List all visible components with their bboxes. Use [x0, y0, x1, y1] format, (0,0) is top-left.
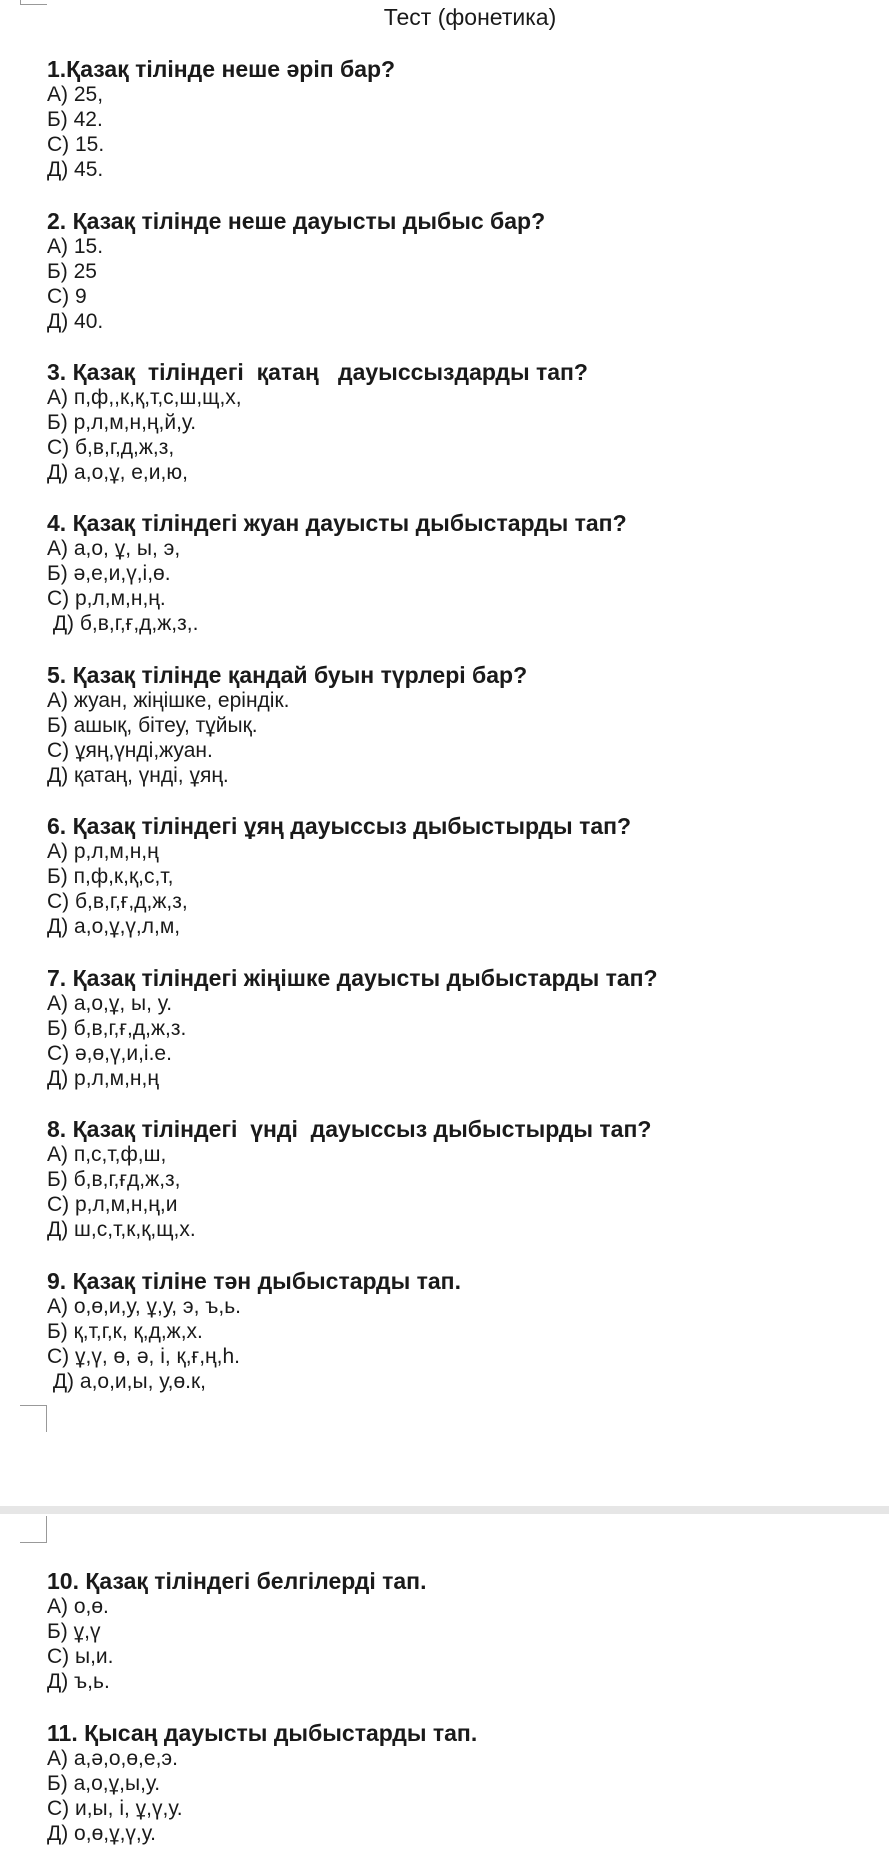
- answer-option-b: Б) а,о,ұ,ы,у.: [47, 1772, 161, 1795]
- question-text: 6. Қазақ тіліндегі ұяң дауыссыз дыбыстырды тап?: [47, 813, 632, 839]
- question-text: 11. Қысаң дауысты дыбыстарды тап.: [47, 1720, 478, 1746]
- answer-option-d: Д) а,о,ұ,ү,л,м,: [47, 915, 181, 938]
- answer-option-c: С) 9: [47, 285, 87, 308]
- answer-option-d: Д) ъ,ь.: [47, 1670, 110, 1693]
- answer-option-c: С) ы,и.: [47, 1645, 114, 1668]
- answer-option-a: А) о,ө,и,у, ұ,у, э, ъ,ь.: [47, 1295, 242, 1318]
- answer-option-d: Д) 40.: [47, 310, 104, 333]
- answer-option-c: С) 15.: [47, 133, 105, 156]
- answer-option-b: Б) б,в,г,ғ,д,ж,з.: [47, 1017, 187, 1040]
- answer-option-b: Б) ә,е,и,ү,і,ө.: [47, 562, 171, 585]
- question-2: [47, 209, 545, 334]
- answer-option-a: А) а,о,ұ, ы, у.: [47, 992, 173, 1015]
- page-title: Тест (фонетика): [383, 4, 557, 30]
- question-11: [47, 1721, 477, 1846]
- answer-option-c: С) ұяң,үнді,жуан.: [47, 739, 213, 762]
- question-9: [47, 1269, 461, 1394]
- answer-option-a: А) жуан, жіңішке, еріндік.: [47, 689, 290, 712]
- answer-option-a: А) п,с,т,ф,ш,: [47, 1143, 167, 1166]
- answer-option-b: Б) п,ф,к,қ,с,т,: [47, 865, 174, 888]
- question-text: 10. Қазақ тіліндегі белгілерді тап.: [47, 1568, 427, 1594]
- answer-option-b: Б) р,л,м,н,ң,й,у.: [47, 411, 197, 434]
- answer-option-b: Б) б,в,г,ғд,ж,з,: [47, 1168, 181, 1191]
- question-1: [47, 57, 395, 182]
- answer-option-b: Б) ұ,ү: [47, 1620, 101, 1643]
- answer-option-b: Б) 42.: [47, 108, 103, 131]
- question-text: 4. Қазақ тіліндегі жуан дауысты дыбыстарды тап?: [47, 510, 627, 536]
- question-7: [47, 966, 658, 1091]
- answer-option-b: Б) ашық, бітеу, тұйық.: [47, 714, 258, 737]
- answer-option-c: С) б,в,г,ғ,д,ж,з,: [47, 890, 188, 913]
- question-10: [47, 1569, 426, 1694]
- question-text: 3. Қазақ тіліндегі қатаң дауыссыздарды тап?: [47, 359, 588, 385]
- question-text: 1.Қазақ тілінде неше әріп бар?: [47, 56, 396, 82]
- answer-option-a: А) 15.: [47, 235, 104, 258]
- answer-option-a: А) п,ф,,к,қ,т,с,ш,щ,х,: [47, 386, 242, 409]
- answer-option-c: С) ұ,ү, ө, ә, і, қ,ғ,ң,һ.: [47, 1345, 240, 1368]
- question-5: [47, 663, 527, 788]
- answer-option-d: Д) ш,с,т,к,қ,щ,х.: [47, 1218, 196, 1241]
- answer-option-c: С) р,л,м,н,ң,и: [47, 1193, 178, 1216]
- answer-option-d: Д) б,в,г,ғ,д,ж,з,.: [47, 612, 199, 635]
- question-4: [47, 511, 627, 636]
- answer-option-a: А) а,ә,о,ө,е,э.: [47, 1747, 178, 1770]
- answer-option-a: А) о,ө.: [47, 1595, 109, 1618]
- question-text: 7. Қазақ тіліндегі жіңішке дауысты дыбыстарды тап?: [47, 965, 658, 991]
- answer-option-a: А) р,л,м,н,ң: [47, 840, 159, 863]
- page-corner-mark-next: [20, 1516, 47, 1543]
- answer-option-c: С) р,л,м,н,ң.: [47, 587, 166, 610]
- question-8: [47, 1117, 651, 1242]
- answer-option-d: Д) а,о,и,ы, у,ө.к,: [47, 1370, 207, 1393]
- answer-option-c: С) б,в,г,д,ж,з,: [47, 436, 175, 459]
- answer-option-d: Д) о,ө,ұ,ү,у.: [47, 1822, 156, 1845]
- answer-option-d: Д) р,л,м,н,ң: [47, 1067, 159, 1090]
- question-6: [47, 814, 631, 939]
- answer-option-b: Б) 25: [47, 260, 97, 283]
- answer-option-c: С) и,ы, і, ұ,ү,у.: [47, 1797, 183, 1820]
- question-3: [47, 360, 588, 485]
- question-text: 8. Қазақ тіліндегі үнді дауыссыз дыбыстырды тап?: [47, 1116, 652, 1142]
- answer-option-c: С) ә,ө,ү,и,і.е.: [47, 1042, 172, 1065]
- answer-option-d: Д) 45.: [47, 158, 104, 181]
- question-text: 2. Қазақ тілінде неше дауысты дыбыс бар?: [47, 208, 546, 234]
- answer-option-d: Д) қатаң, үнді, ұяң.: [47, 764, 229, 787]
- page-corner-mark-bottom: [20, 1405, 47, 1432]
- answer-option-a: А) 25,: [47, 83, 104, 106]
- question-text: 9. Қазақ тіліне тән дыбыстарды тап.: [47, 1268, 461, 1294]
- question-text: 5. Қазақ тілінде қандай буын түрлері бар?: [47, 662, 528, 688]
- answer-option-d: Д) а,о,ұ, е,и,ю,: [47, 461, 188, 484]
- page-separator: [0, 1506, 889, 1514]
- answer-option-a: А) а,о, ұ, ы, э,: [47, 537, 181, 560]
- answer-option-b: Б) қ,т,г,к, қ,д,ж,х.: [47, 1320, 203, 1343]
